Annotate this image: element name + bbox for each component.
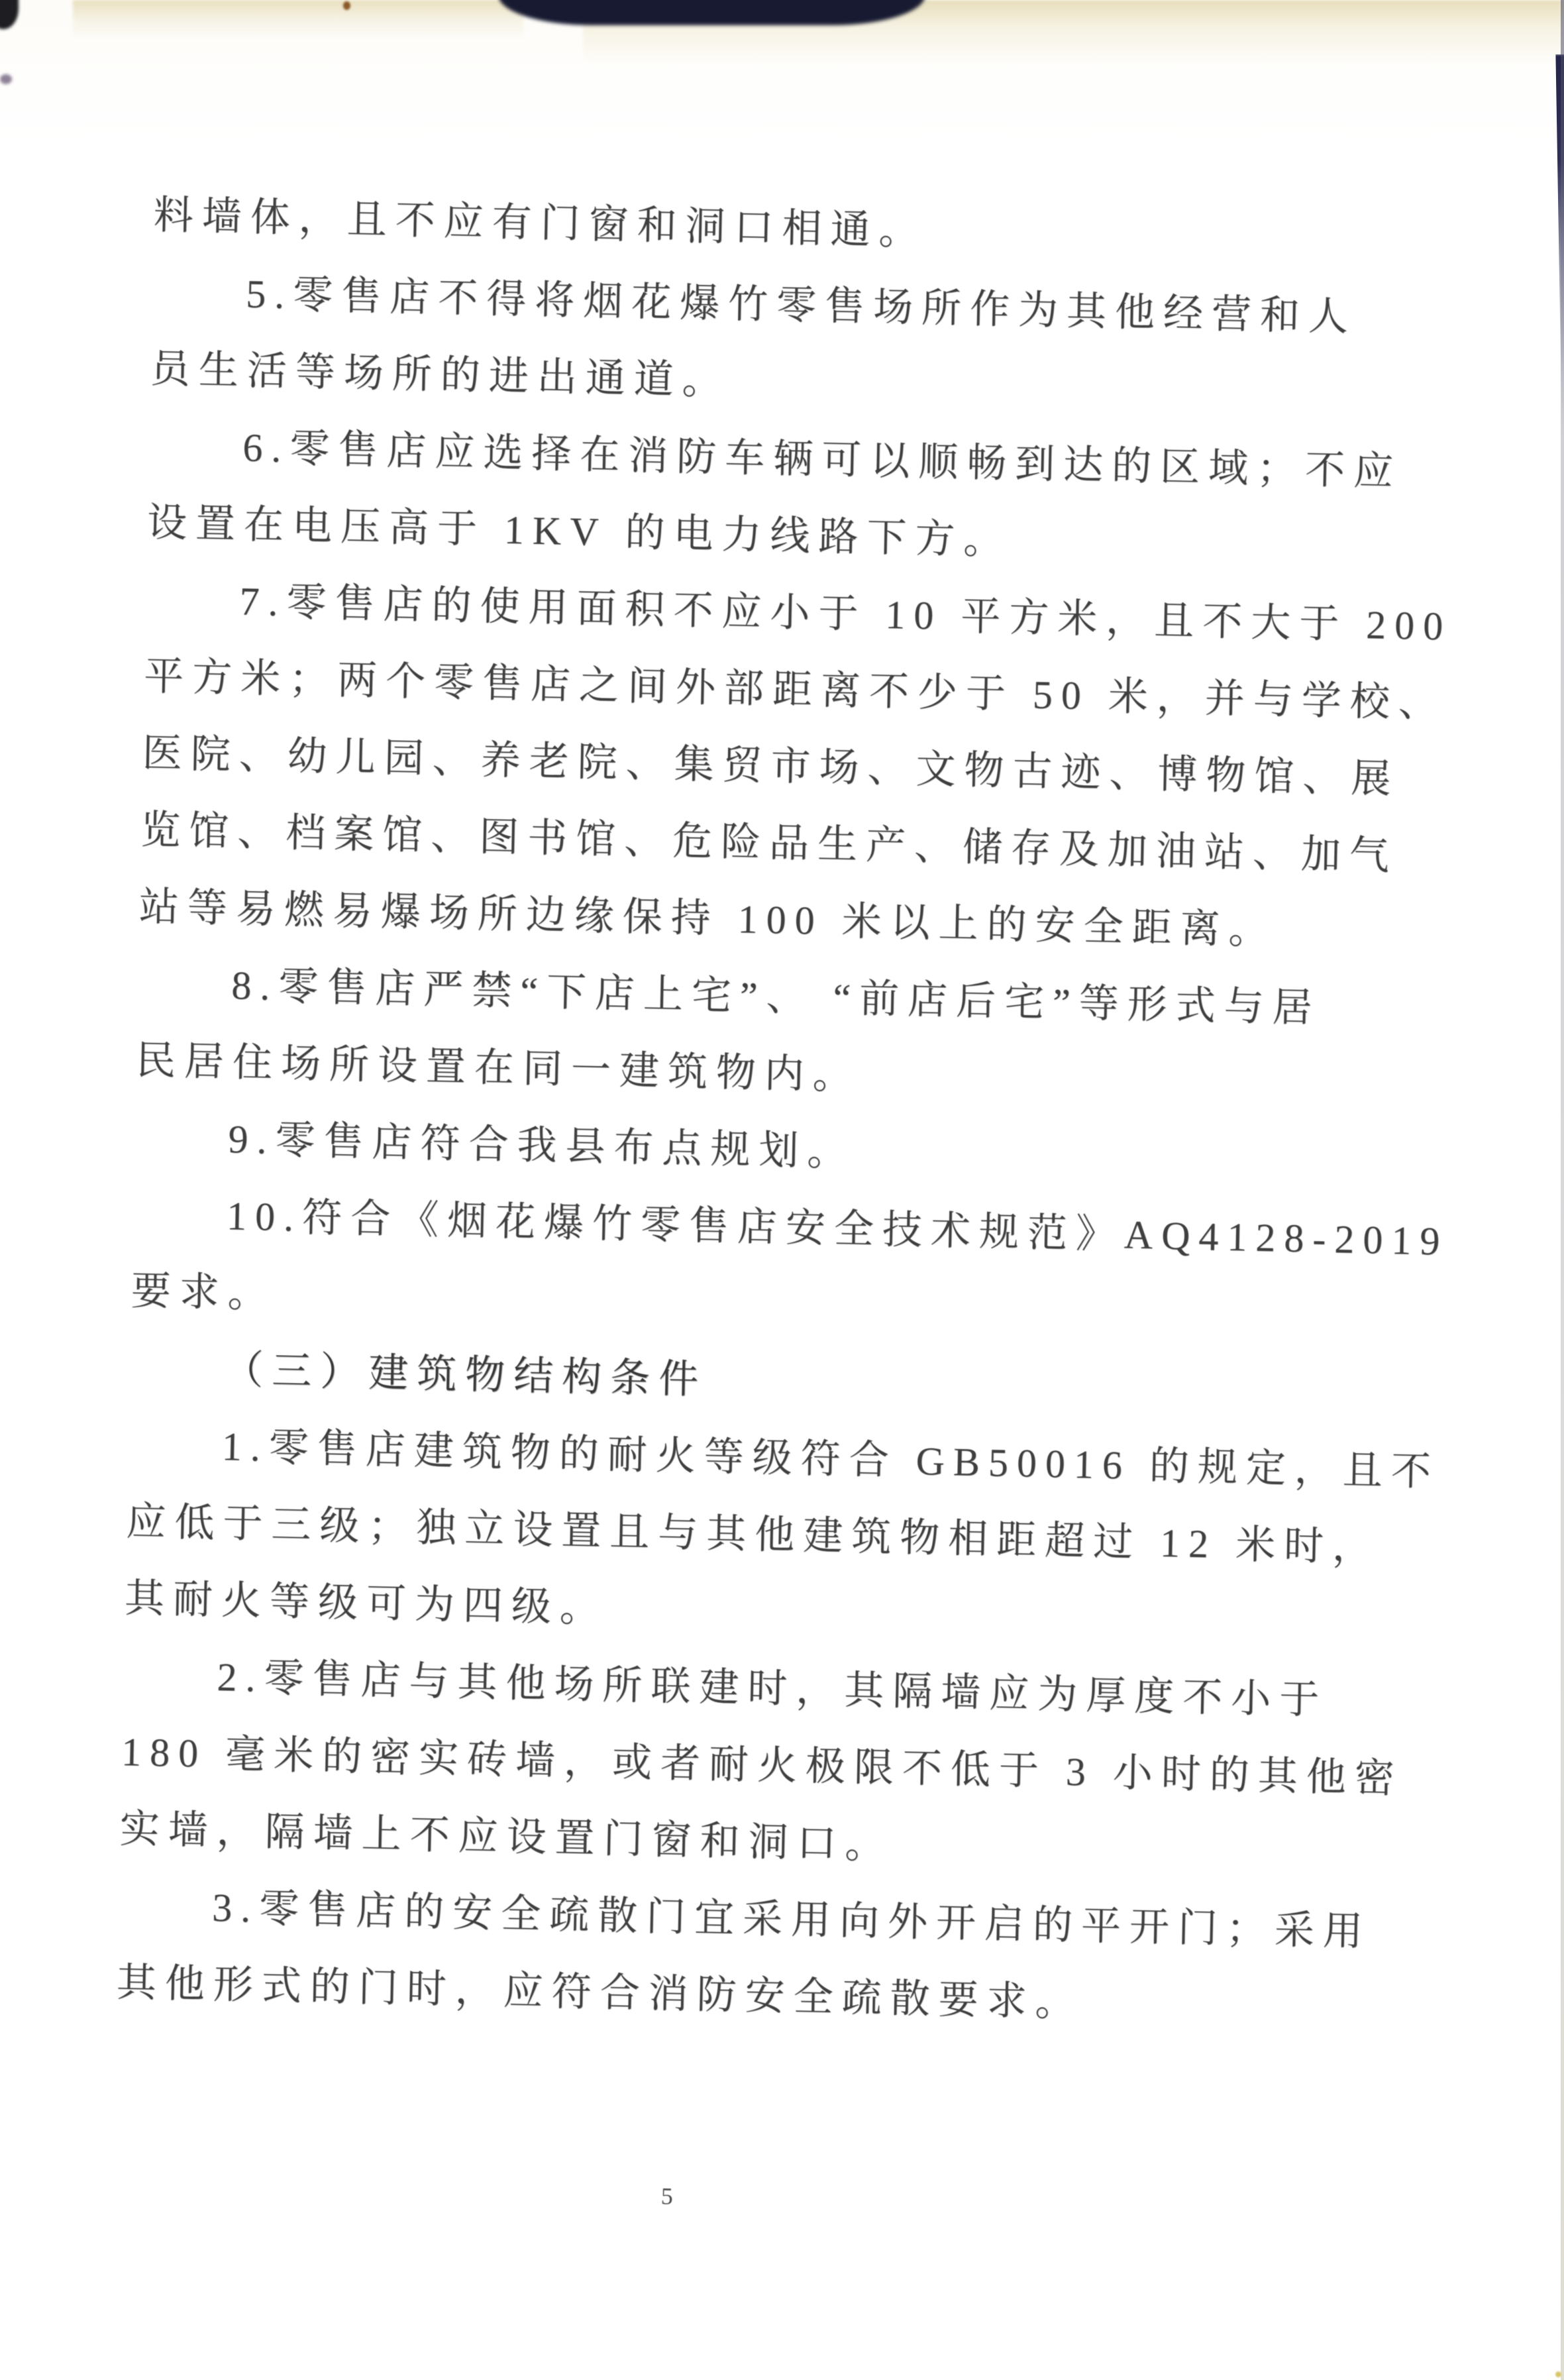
scan-smudge-left [0,74,12,84]
text-line: 其他形式的门时，应符合消防安全疏散要求。 [116,1961,1084,2025]
text-line: 7.零售店的使用面积不应小于 10 平方米，且不大于 200 [238,579,1452,649]
text-line: 2.零售店与其他场所联建时，其隔墙应为厚度不小于 [216,1655,1328,1723]
scan-shadow-band-top [498,0,925,25]
text-line: 9.零售店符合我县布点规划。 [227,1117,857,1175]
text-line: 民居住场所设置在同一建筑物内。 [135,1038,862,1098]
scan-speck-top [343,1,350,10]
text-line: 医院、幼儿园、养老院、集贸市场、文物古迹、博物馆、展 [142,731,1400,802]
scan-speck-bottom-right [1555,2371,1561,2377]
scan-edge-line-right [1561,0,1564,2380]
text-line: 要求。 [130,1269,277,1316]
text-line: 其耐火等级可为四级。 [124,1576,609,1631]
scan-corner-mark-top-left [0,0,19,29]
text-line: 5.零售店不得将烟花爆竹零售场所作为其他经营和人 [245,272,1357,339]
document-content [111,177,1462,2278]
text-line: 6.零售店应选择在消防车辆可以顺畅到达的区域；不应 [242,425,1402,494]
text-lines [116,177,1463,2049]
text-line: 设置在电压高于 1KV 的电力线路下方。 [146,500,1013,563]
text-line: 实墙，隔墙上不应设置门窗和洞口。 [119,1807,894,1867]
text-line: 平方米；两个零售店之间外部距离不少于 50 米，并与学校、 [143,654,1447,726]
text-line: 10.符合《烟花爆竹零售店安全技术规范》AQ4128-2019 [226,1194,1449,1264]
text-line: 站等易燃易爆场所边缘保持 100 米以上的安全距离。 [138,885,1278,953]
text-line: 览馆、档案馆、图书馆、危险品生产、储存及加油站、加气 [140,808,1398,879]
text-line: 1.零售店建筑物的耐火等级符合 GB50016 的规定，且不 [221,1425,1440,1494]
section-heading: （三）建筑物结构条件 [223,1348,707,1402]
text-line: 180 毫米的密实砖墙，或者耐火极限不低于 3 小时的其他密 [121,1730,1404,1801]
text-line: 料墙体，且不应有门窗和洞口相通。 [153,193,928,254]
text-line: 8.零售店严禁“下店上宅”、 “前店后宅”等形式与居 [231,963,1322,1030]
text-line: 3.零售店的安全疏散门宜采用向外开启的平开门；采用 [211,1886,1372,1954]
text-line: 员生活等场所的进出通道。 [150,347,731,403]
text-line: 应低于三级；独立设置且与其他建筑物相距超过 12 米时， [125,1499,1381,1570]
page-number: 5 [660,2183,674,2210]
scan-cream-tint-top-left [73,0,523,40]
